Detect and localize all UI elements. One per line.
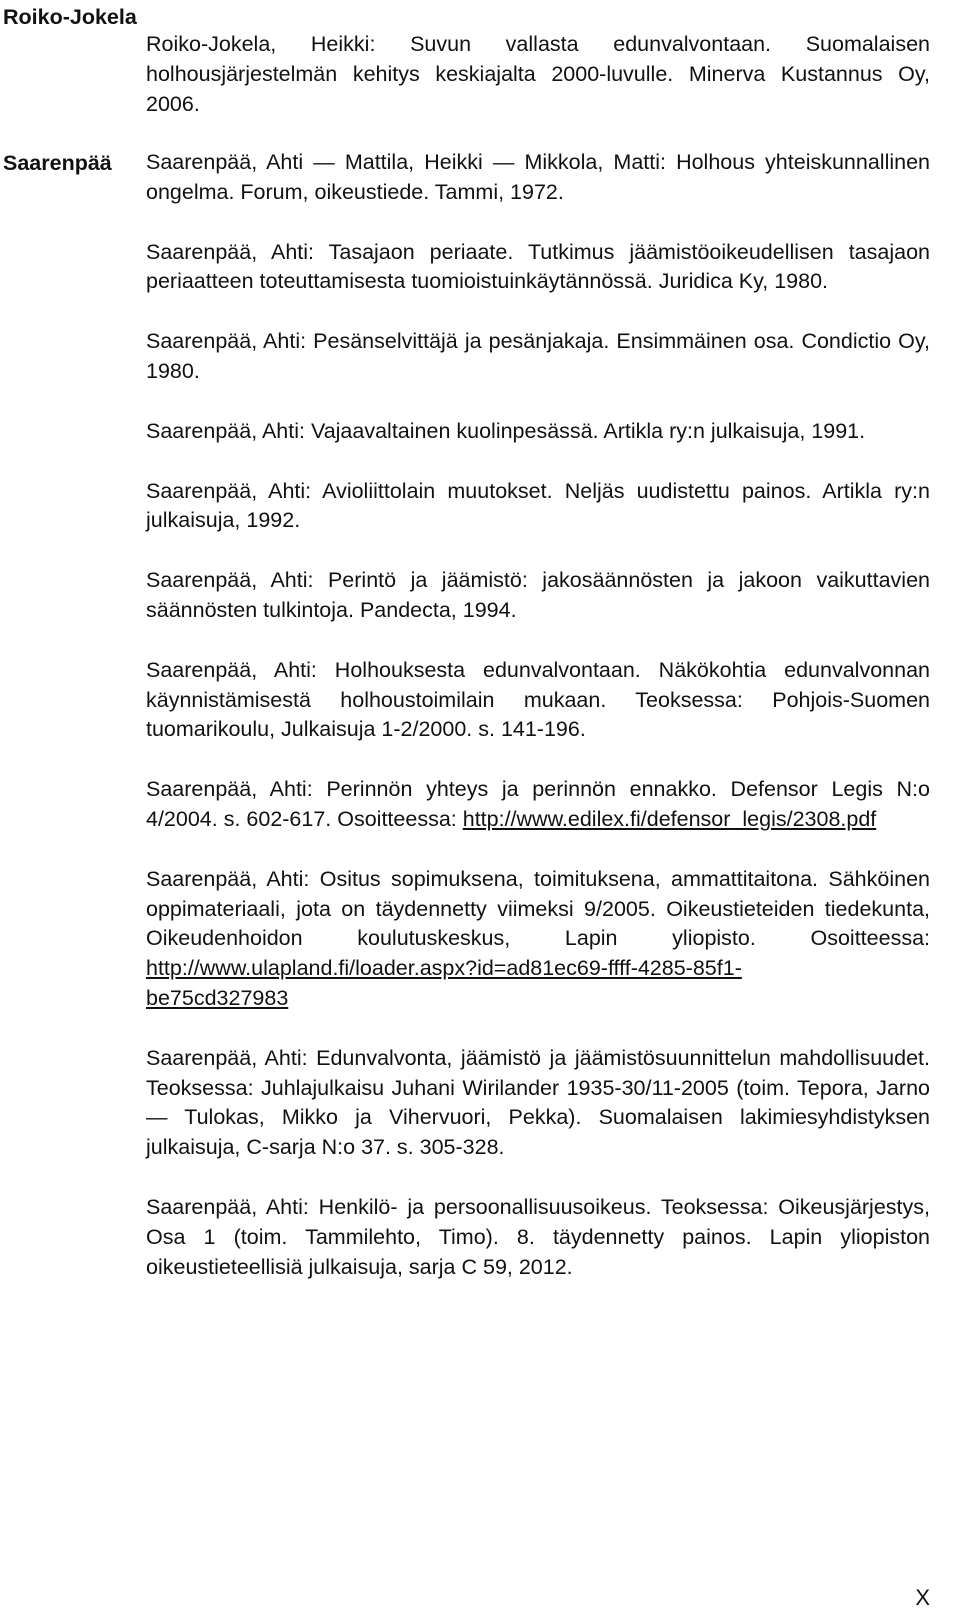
reference-entry: Saarenpää, Ahti: Edunvalvonta, jäämistö ja jäämistösuunnittelun mahdollisuudet. Teoksessa: Juhlajulkaisu Juhani Wirilander 1935-30/11-2005 (toim. Tepora, Jarno — Tulokas, Mikko ja Vihervuori, Pekka). Suomalaisen lakimiesyhdistyksen julkaisuja, C-sarja N:o 37. s. 305-328. [146,1045,930,1160]
reference-url-link[interactable]: http://www.edilex.fi/defensor_legis/2308.pdf [462,806,877,831]
author-heading: Saarenpää [3,151,112,175]
author-heading: Roiko-Jokela [3,5,137,29]
reference-entry: Saarenpää, Ahti: Perintö ja jäämistö: jakosäännösten ja jakoon vaikuttavien säännösten tulkintoja. Pandecta, 1994. [146,568,930,622]
reference-entry: Saarenpää, Ahti: Vajaavaltainen kuolinpesässä. Artikla ry:n julkaisuja, 1991. [146,418,866,443]
reference-entry: Saarenpää, Ahti — Mattila, Heikki — Mikkola, Matti: Holhous yhteiskunnallinen ongelma. Forum, oikeustiede. Tammi, 1972. [146,150,930,204]
reference-list [146,30,930,119]
reference-url-link-continuation[interactable]: be75cd327983 [146,985,289,1010]
reference-entry: Saarenpää, Ahti: Pesänselvittäjä ja pesänjakaja. Ensimmäinen osa. Condictio Oy, 1980. [146,329,930,383]
reference-list [146,148,930,1282]
reference-entry: Saarenpää, Ahti: Tasajaon periaate. Tutkimus jäämistöoikeudellisen tasajaon periaatteen toteuttamisesta tuomioistuinkäytännössä. Juridica Ky, 1980. [146,239,930,294]
reference-entry: Saarenpää, Ahti: Ositus sopimuksena, toimituksena, ammattitaitona. Sähköinen oppimateriaali, jota on täydennetty viimeksi 9/2005. Oikeustieteiden tiedekunta, Oikeudenhoidon koulutuskeskus, Lapin yliopisto. Osoitteessa: http://www.ulapland.fi/loader.aspx?id=ad81ec69-ffff-4285-85f1- be75cd327983 [146,866,930,1010]
reference-entry: Saarenpää, Ahti: Avioliittolain muutokset. Neljäs uudistettu painos. Artikla ry:n julkaisuja, 1992. [146,478,930,533]
reference-entry: Saarenpää, Ahti: Perinnön yhteys ja perinnön ennakko. Defensor Legis N:o 4/2004. s. 602-617. Osoitteessa: http://www.edilex.fi/defensor_legis/2308.pdf [146,777,930,831]
reference-entry: Roiko-Jokela, Heikki: Suvun vallasta edunvalvontaan. Suomalaisen holhousjärjestelmän kehitys keskiajalta 2000-luvulle. Minerva Kustannus Oy, 2006. [146,32,930,116]
reference-entry: Saarenpää, Ahti: Holhouksesta edunvalvontaan. Näkökohtia edunvalvonnan käynnistämisestä holhoustoimilain mukaan. Teoksessa: Pohjois-Suomen tuomarikoulu, Julkaisuja 1-2/2000. s. 141-196. [146,657,930,742]
page-marker: X [915,1585,930,1610]
reference-entry: Saarenpää, Ahti: Henkilö- ja persoonallisuusoikeus. Teoksessa: Oikeusjärjestys, Osa 1 (toim. Tammilehto, Timo). 8. täydennetty painos. Lapin yliopiston oikeustieteellisiä julkaisuja, sarja C 59, 2012. [146,1194,930,1279]
reference-url-link[interactable]: http://www.ulapland.fi/loader.aspx?id=ad81ec69-ffff-4285-85f1- [146,956,742,981]
